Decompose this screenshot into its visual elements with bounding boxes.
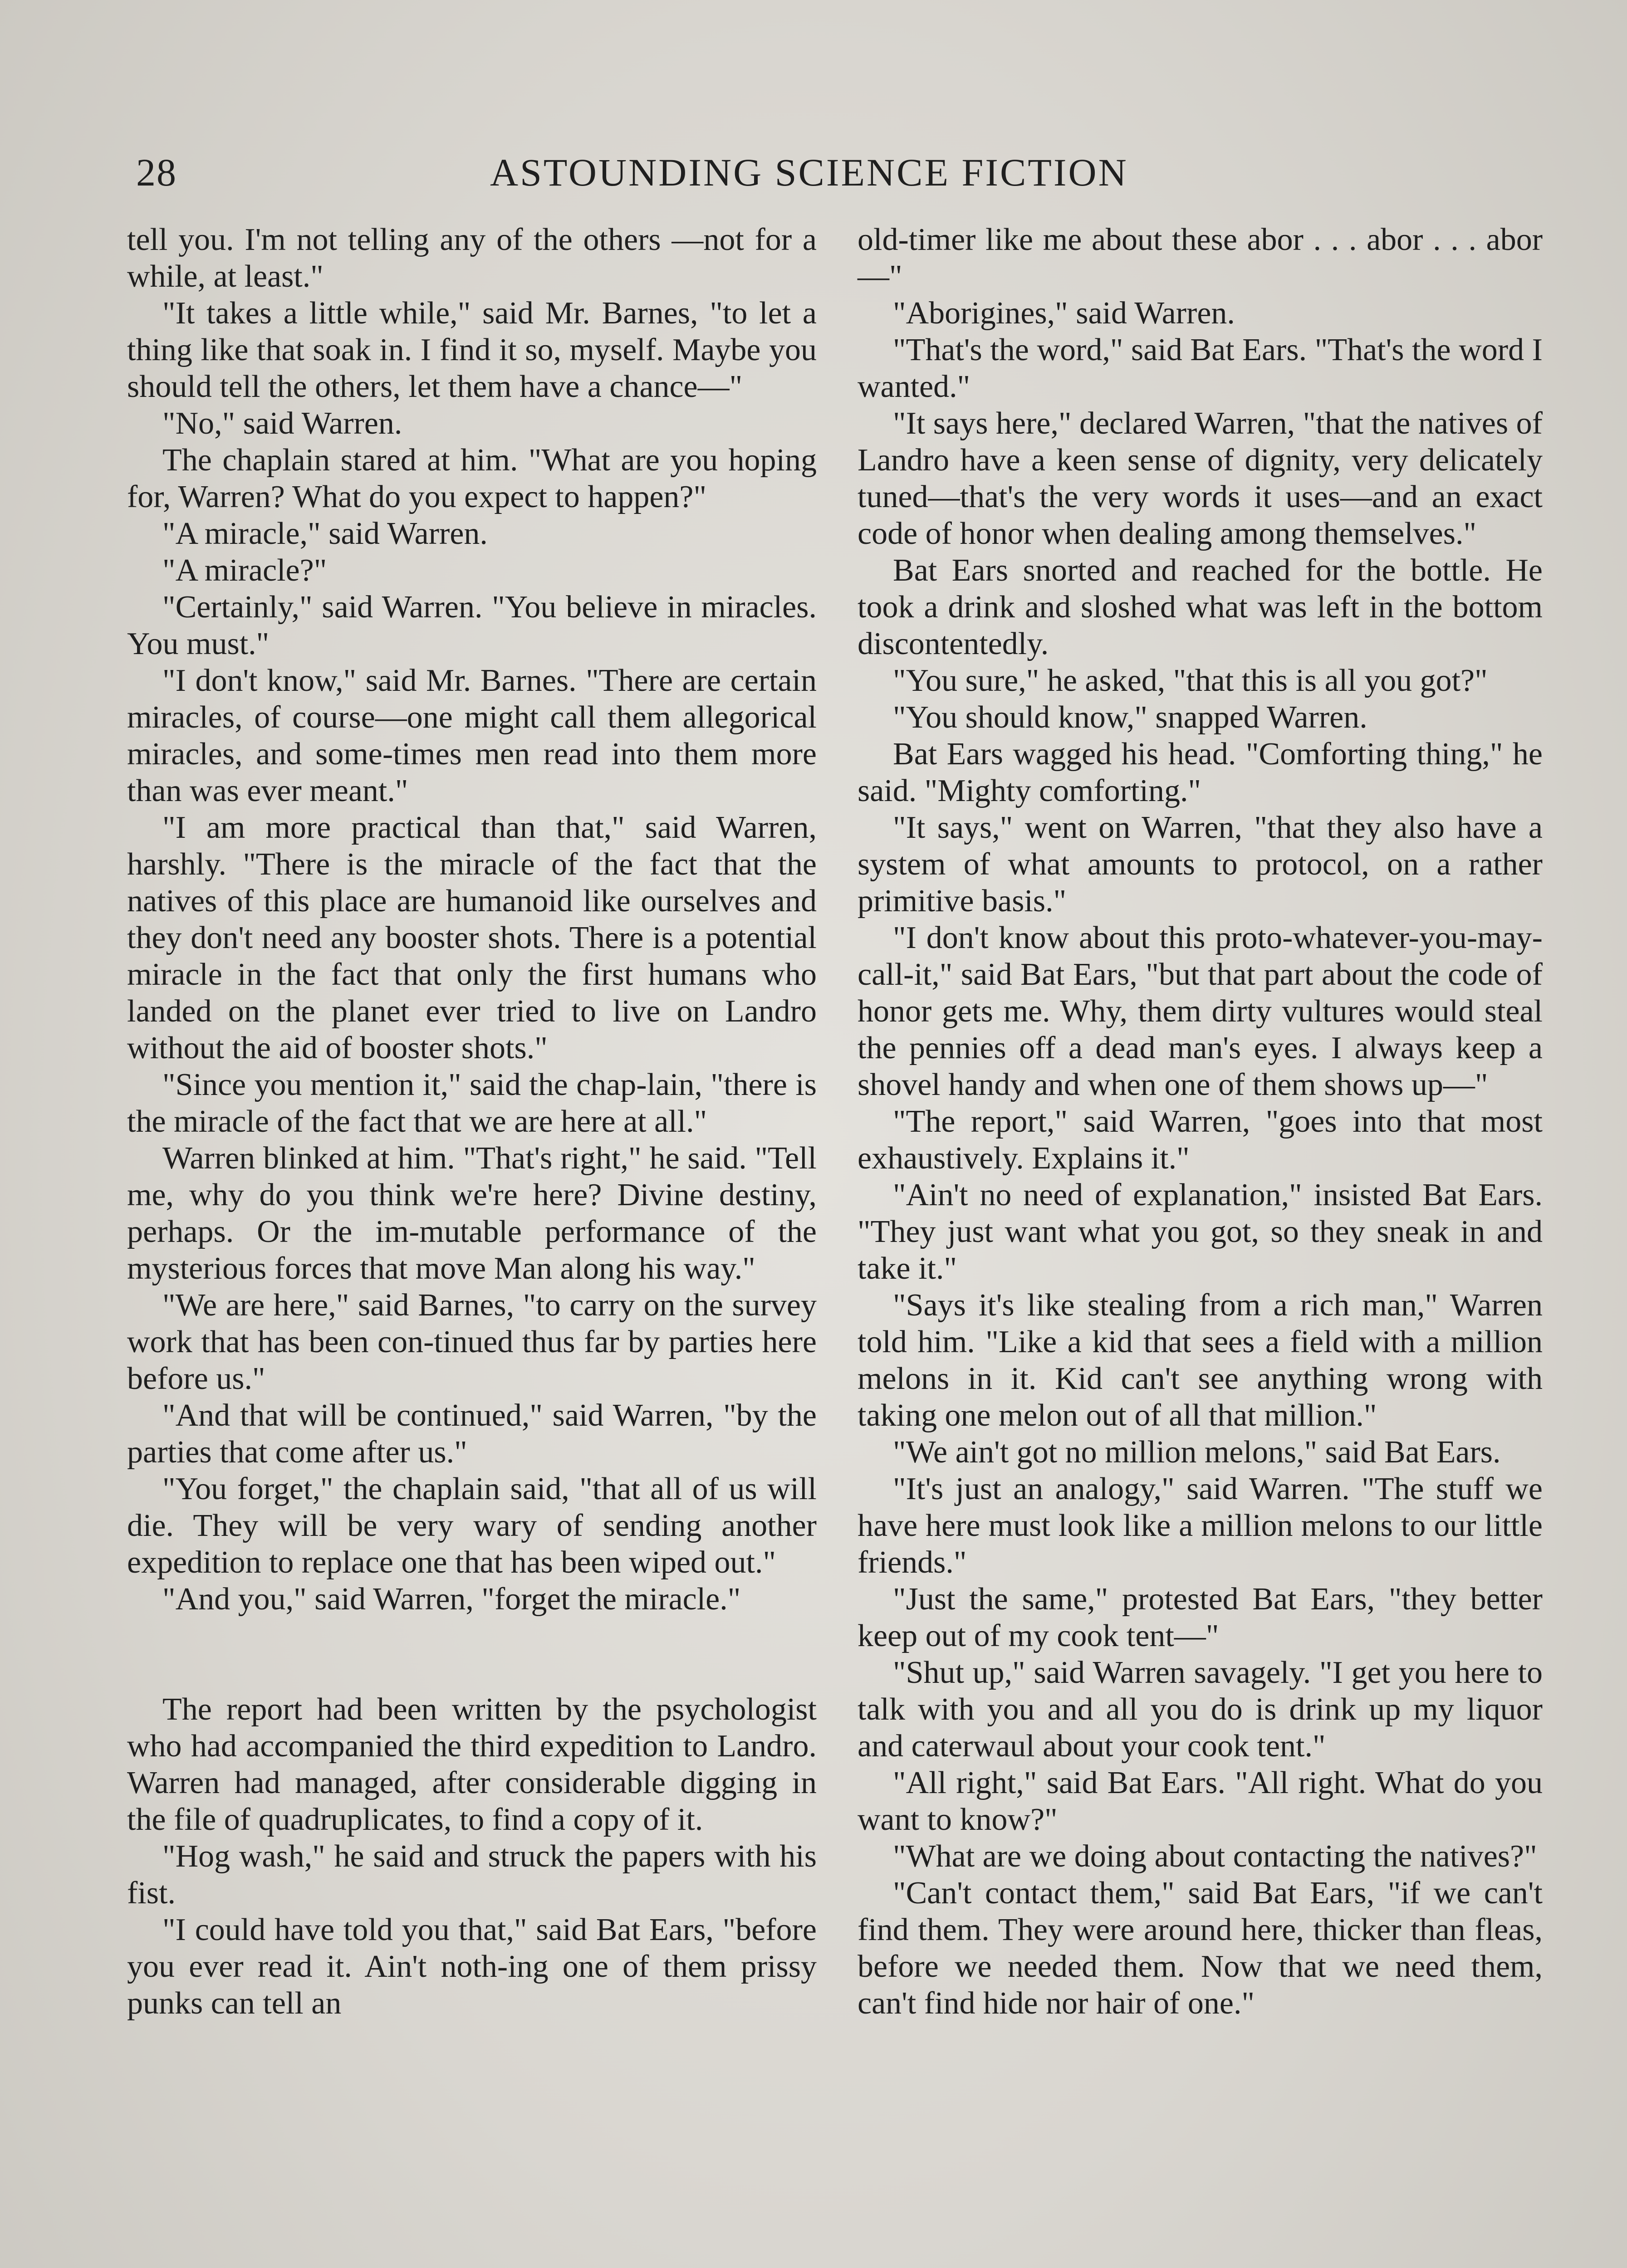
paragraph: "It takes a little while," said Mr. Barnes, "to let a thing like that soak in. I find it so, myself. Maybe you should tell the others, let them have a chance—": [127, 296, 817, 404]
paragraph: "I don't know," said Mr. Barnes. "There are certain miracles, of course—one might call them allegorical miracles, and some-times men read into them more than was ever meant.": [127, 663, 817, 808]
paragraph: "You forget," the chaplain said, "that all of us will die. They will be very wary of sending another expedition to replace one that has been wiped out.": [127, 1471, 817, 1580]
paragraph: "That's the word," said Bat Ears. "That's the word I wanted.": [858, 332, 1543, 404]
paragraph: "It says," went on Warren, "that they also have a system of what amounts to protocol, on a rather primitive basis.": [858, 810, 1543, 919]
page-number: 28: [136, 151, 177, 194]
paragraph: "No," said Warren.: [162, 406, 402, 441]
paragraph: Warren blinked at him. "That's right," he said. "Tell me, why do you think we're here? Divine destiny, perhaps. Or the im-mutable performance of the mysterious forces that move Man along his way.": [127, 1141, 817, 1286]
paragraph: "Aborigines," said Warren.: [893, 296, 1235, 331]
paragraph: "Certainly," said Warren. "You believe in miracles. You must.": [127, 590, 817, 661]
paragraph: "Since you mention it," said the chap-lain, "there is the miracle of the fact that we are here at all.": [127, 1067, 817, 1139]
paragraph: "A miracle," said Warren.: [162, 516, 488, 551]
paragraph: "You should know," snapped Warren.: [893, 700, 1367, 735]
paragraph: "Shut up," said Warren savagely. "I get you here to talk with you and all you do is drink up my liquor and caterwaul about your cook tent.": [858, 1655, 1543, 1764]
running-title: ASTOUNDING SCIENCE FICTION: [490, 151, 1128, 194]
paragraph: "What are we doing about contacting the natives?": [893, 1839, 1537, 1874]
paragraph: "Hog wash," he said and struck the papers with his fist.: [127, 1839, 817, 1911]
paragraph: "We are here," said Barnes, "to carry on the survey work that has been con-tinued thus far by parties here before us.": [127, 1288, 817, 1396]
paragraph: "Says it's like stealing from a rich man," Warren told him. "Like a kid that sees a field with a million melons in it. Kid can't see anything wrong with taking one melon out of all that million.": [858, 1288, 1543, 1433]
paragraph: "A miracle?": [162, 553, 327, 588]
paragraph: "It's just an analogy," said Warren. "The stuff we have here must look like a million melons to our little friends.": [858, 1471, 1543, 1580]
left-text-column: [127, 221, 817, 2022]
paragraph: "I could have told you that," said Bat Ears, "before you ever read it. Ain't noth-ing one of them prissy punks can tell an: [127, 1912, 817, 2021]
paragraph: "And that will be continued," said Warren, "by the parties that come after us.": [127, 1398, 817, 1470]
paragraph: Bat Ears snorted and reached for the bottle. He took a drink and sloshed what was left in the bottom discontentedly.: [858, 553, 1543, 661]
paragraph: "All right," said Bat Ears. "All right. What do you want to know?": [858, 1765, 1543, 1837]
page-header: [136, 150, 1193, 204]
paragraph: "Can't contact them," said Bat Ears, "if we can't find them. They were around here, thicker than fleas, before we needed them. Now that we need them, can't find hide nor hair of one.": [858, 1876, 1543, 2021]
paragraph: "We ain't got no million melons," said Bat Ears.: [893, 1435, 1501, 1470]
paragraph: tell you. I'm not telling any of the others —not for a while, at least.": [127, 222, 817, 294]
paragraph: The report had been written by the psychologist who had accompanied the third expedition to Landro. Warren had managed, after considerable digging in the file of quadruplicates, to find a copy of it.: [127, 1692, 817, 1837]
paragraph: "You sure," he asked, "that this is all you got?": [893, 663, 1488, 698]
paragraph: Bat Ears wagged his head. "Comforting thing," he said. "Mighty comforting.": [858, 737, 1543, 808]
paragraph: "I don't know about this proto-whatever-you-may-call-it," said Bat Ears, "but that part about the code of honor gets me. Why, them dirty vultures would steal the pennies off a dead man's eyes. I always keep a shovel handy and when one of them shows up—": [858, 920, 1543, 1102]
paragraph: The chaplain stared at him. "What are you hoping for, Warren? What do you expect to happen?": [127, 443, 817, 514]
paragraph: "The report," said Warren, "goes into that most exhaustively. Explains it.": [858, 1104, 1543, 1176]
right-text-column: [858, 221, 1543, 2022]
paragraph: "And you," said Warren, "forget the miracle.": [162, 1582, 741, 1617]
paragraph: "It says here," declared Warren, "that the natives of Landro have a keen sense of dignity, very delicately tuned—that's the very words it uses—and an exact code of honor when dealing among themselves.": [858, 406, 1543, 551]
paragraph: old-timer like me about these abor . . . abor . . . abor—": [858, 222, 1543, 294]
paragraph: "Just the same," protested Bat Ears, "they better keep out of my cook tent—": [858, 1582, 1543, 1653]
paragraph: "I am more practical than that," said Warren, harshly. "There is the miracle of the fact that the natives of this place are humanoid like ourselves and they don't need any booster shots. There is a potential miracle in the fact that only the first humans who landed on the planet ever tried to live on Landro without the aid of booster shots.": [127, 810, 817, 1066]
paragraph: "Ain't no need of explanation," insisted Bat Ears. "They just want what you got, so they sneak in and take it.": [858, 1178, 1543, 1286]
